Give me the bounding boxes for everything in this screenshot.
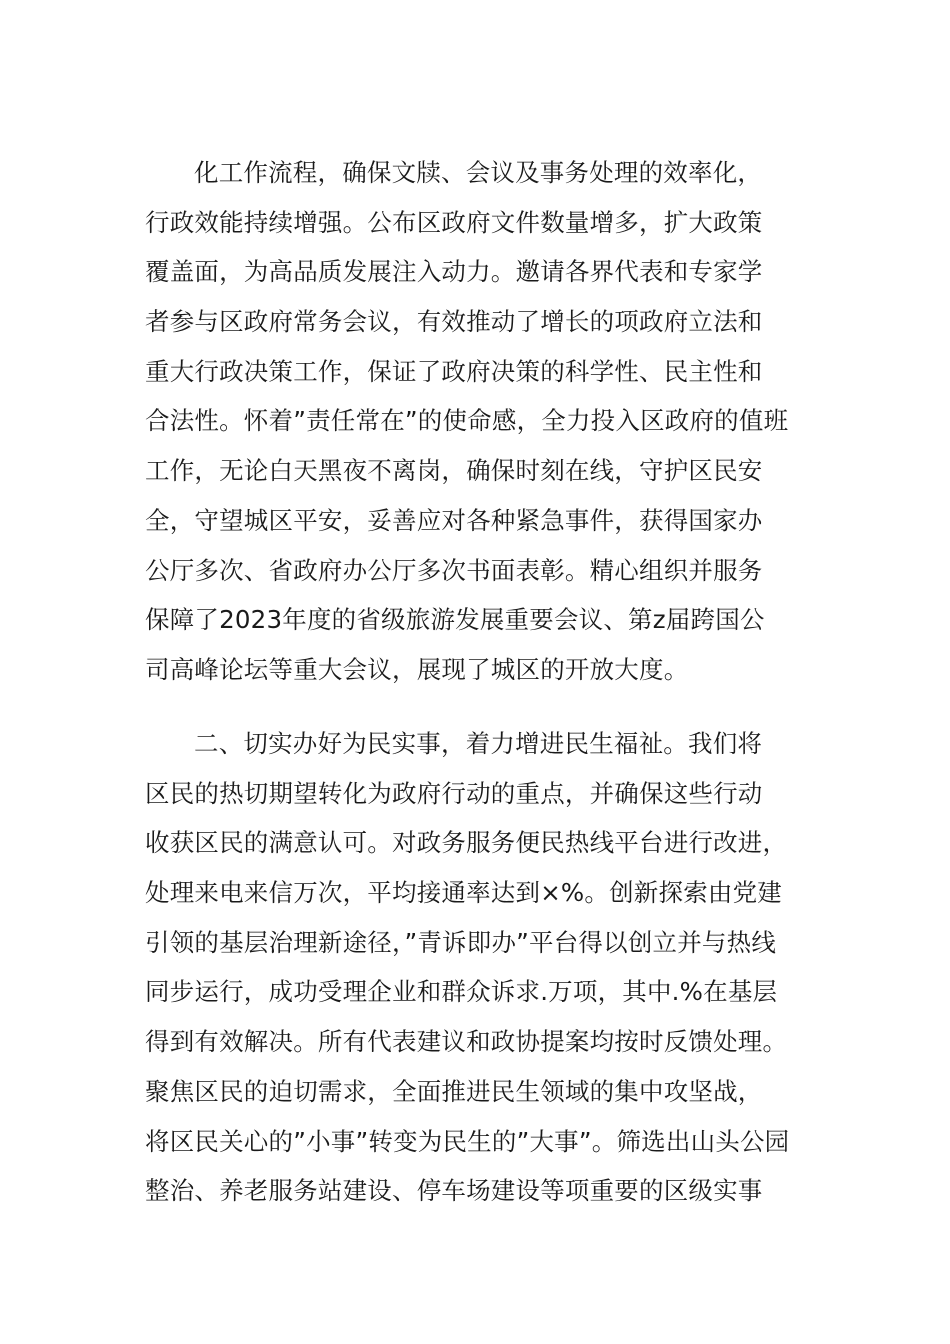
text-line: 得到有效解决。所有代表建议和政协提案均按时反馈处理。 [145, 1027, 788, 1057]
text-line: 合法性。怀着”责任常在”的使命感，全力投入区政府的值班 [145, 406, 789, 436]
text-line: 者参与区政府常务会议，有效推动了增长的项政府立法和 [145, 307, 763, 337]
text-line: 保障了2023年度的省级旅游发展重要会议、第z届跨国公 [145, 605, 765, 635]
text-line: 整治、养老服务站建设、停车场建设等项重要的区级实事 [145, 1176, 763, 1206]
text-line: 二、切实办好为民实事，着力增进民生福祉。我们将 [194, 729, 763, 758]
text-line: 工作，无论白天黑夜不离岗，确保时刻在线，守护区民安 [145, 456, 763, 486]
text-line: 收获区民的满意认可。对政务服务便民热线平台进行改进， [145, 828, 788, 858]
paragraph-2 [145, 719, 810, 1216]
text-line: 司高峰论坛等重大会议，展现了城区的开放大度。 [145, 654, 689, 684]
text-line: 引领的基层治理新途径，”青诉即办”平台得以创立并与热线 [145, 927, 777, 957]
paragraph-1 [145, 148, 810, 695]
text-line: 同步运行，成功受理企业和群众诉求.万项，其中.%在基层 [145, 977, 778, 1007]
text-line: 全，守望城区平安，妥善应对各种紧急事件，获得国家办 [145, 505, 763, 535]
text-line: 处理来电来信万次，平均接通率达到×%。创新探索由党建 [145, 878, 783, 908]
text-line: 重大行政决策工作，保证了政府决策的科学性、民主性和 [145, 356, 763, 386]
text-line: 覆盖面，为高品质发展注入动力。邀请各界代表和专家学 [145, 257, 763, 287]
text-line: 公厅多次、省政府办公厅多次书面表彰。精心组织并服务 [145, 555, 763, 585]
text-line: 区民的热切期望转化为政府行动的重点，并确保这些行动 [145, 778, 763, 808]
text-line: 行政效能持续增强。公布区政府文件数量增多，扩大政策 [145, 207, 763, 237]
text-line: 聚焦区民的迫切需求，全面推进民生领域的集中攻坚战， [145, 1076, 763, 1106]
text-line: 将区民关心的”小事”转变为民生的”大事”。筛选出山头公园 [145, 1126, 790, 1156]
text-line: 化工作流程，确保文牍、会议及事务处理的效率化， [194, 158, 763, 187]
